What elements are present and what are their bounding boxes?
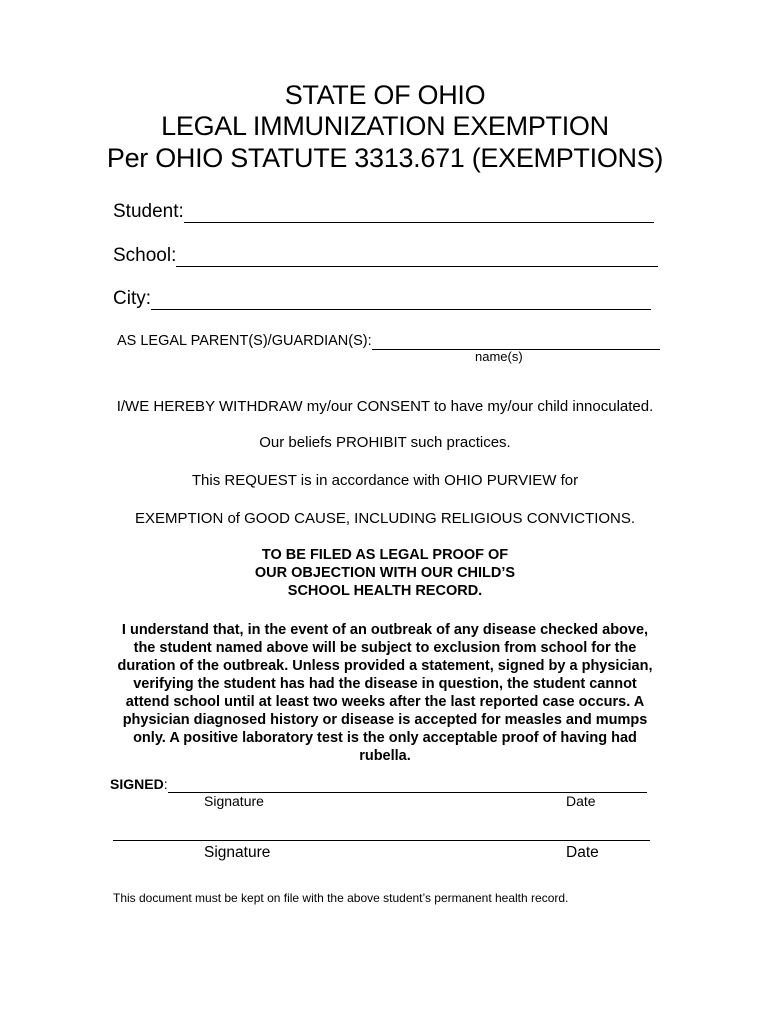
parent-field-row xyxy=(117,332,660,350)
signed-label: SIGNED xyxy=(110,776,164,792)
parent-input-line[interactable] xyxy=(372,335,660,350)
beliefs-statement: Our beliefs PROHIBIT such practices. xyxy=(259,434,511,451)
form-title-exemption: LEGAL IMMUNIZATION EXEMPTION xyxy=(161,111,609,141)
city-input-line[interactable] xyxy=(151,291,651,310)
legal-proof-line: SCHOOL HEALTH RECORD. xyxy=(287,583,483,599)
school-field-row xyxy=(113,245,658,267)
names-caption: name(s) xyxy=(475,349,523,364)
date-caption-1: Date xyxy=(566,793,596,809)
parent-label: AS LEGAL PARENT(S)/GUARDIAN(S): xyxy=(117,333,372,349)
understanding-line: I understand that, in the event of an outbreak of any disease checked above, xyxy=(121,622,649,638)
understanding-line: verifying the student has had the disease in question, the student cannot xyxy=(133,676,637,692)
signature-line-1[interactable] xyxy=(168,777,647,793)
school-label: School: xyxy=(113,245,177,266)
date-caption-2: Date xyxy=(566,844,599,861)
signed-colon: : xyxy=(163,776,168,792)
understanding-line: physician diagnosed history or disease is accepted for measles and mumps xyxy=(122,712,648,728)
school-input-line[interactable] xyxy=(176,248,658,267)
legal-proof-line: TO BE FILED AS LEGAL PROOF OF xyxy=(261,547,509,563)
form-title-state: STATE OF OHIO xyxy=(284,80,486,110)
student-input-line[interactable] xyxy=(184,204,654,223)
city-label: City: xyxy=(113,288,151,309)
student-field-row xyxy=(113,201,654,223)
city-field-row xyxy=(113,288,651,310)
understanding-line: attend school until at least two weeks after the last reported case occurs. A xyxy=(125,694,645,710)
signature-caption-1: Signature xyxy=(204,793,264,809)
retention-footer-note: This document must be kept on file with the above student’s permanent health record. xyxy=(113,891,569,905)
signed-row xyxy=(110,775,647,793)
signature-line-2[interactable] xyxy=(113,840,650,841)
legal-proof-notice xyxy=(0,546,770,600)
request-statement: This REQUEST is in accordance with OHIO PURVIEW for xyxy=(191,472,579,489)
withdraw-consent-statement: I/WE HEREBY WITHDRAW my/our CONSENT to have my/our child innoculated. xyxy=(116,398,654,415)
outbreak-understanding-paragraph xyxy=(110,621,660,765)
signature-caption-2: Signature xyxy=(204,844,271,861)
student-label: Student: xyxy=(113,201,184,222)
understanding-line: the student named above will be subject to exclusion from school for the xyxy=(133,640,637,656)
legal-proof-line: OUR OBJECTION WITH OUR CHILD’S xyxy=(254,565,516,581)
exemption-statement: EXEMPTION of GOOD CAUSE, INCLUDING RELIGIOUS CONVICTIONS. xyxy=(134,510,636,527)
understanding-line: duration of the outbreak. Unless provided a statement, signed by a physician, xyxy=(117,658,653,674)
understanding-line: rubella. xyxy=(359,748,411,764)
understanding-line: only. A positive laboratory test is the only acceptable proof of having had xyxy=(133,730,637,746)
form-title-statute: Per OHIO STATUTE 3313.671 (EXEMPTIONS) xyxy=(106,143,664,173)
